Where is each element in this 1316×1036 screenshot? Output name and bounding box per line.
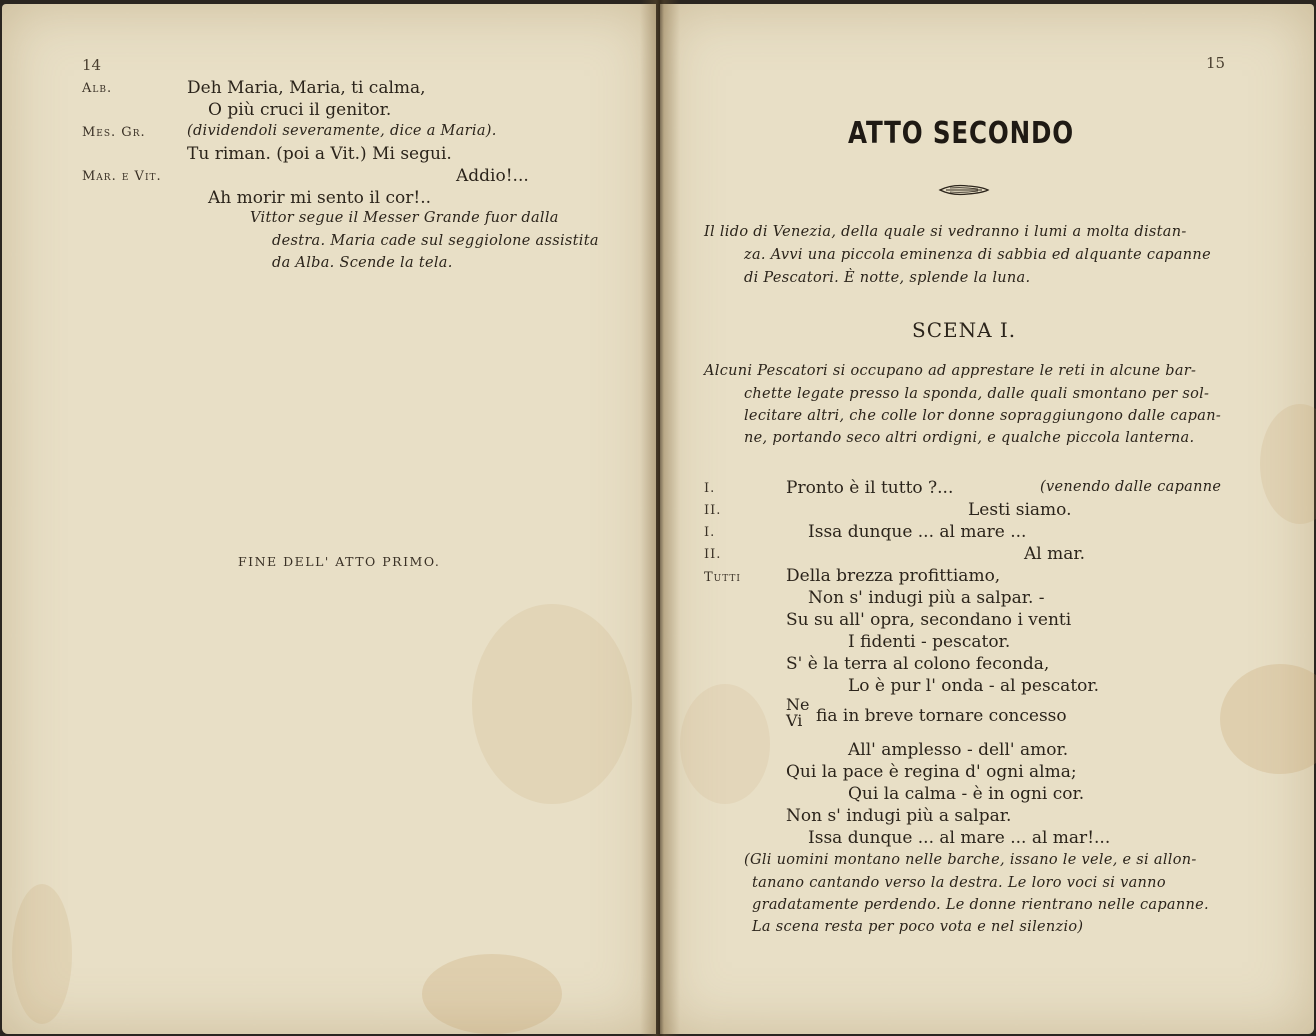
right-page-number: 15 <box>1206 54 1226 72</box>
verse-line: S' è la terra al colono feconda, <box>786 654 1050 674</box>
verse-line: Lo è pur l' onda - al pescator. <box>848 676 1100 696</box>
end-of-act-note: FINE DELL' ATTO PRIMO. <box>238 554 441 569</box>
verse-line: Addio!... <box>456 166 529 186</box>
speaker-label: II. <box>704 547 722 562</box>
setting-line: di Pescatori. È notte, splende la luna. <box>744 270 1031 286</box>
verse-line: Issa dunque ... al mare ... al mar!... <box>808 828 1111 848</box>
closing-direction-line: La scena resta per poco vota e nel silenzio) <box>752 919 1084 935</box>
stage-direction-inline: (venendo dalle capanne <box>1040 479 1222 495</box>
stage-direction-line: Vittor segue il Messer Grande fuor dalla <box>250 210 559 226</box>
verse-line: Non s' indugi più a salpar. - <box>808 588 1045 608</box>
verse-line: Della brezza profittiamo, <box>786 566 1001 586</box>
scroll-ornament-icon <box>938 182 990 201</box>
verse-line: fia in breve tornare concesso <box>816 706 1067 726</box>
verse-line: Su su all' opra, secondano i venti <box>786 610 1072 630</box>
closing-direction-line: gradatamente perdendo. Le donne rientrano nelle capanne. <box>752 897 1209 913</box>
stage-direction-line: da Alba. Scende la tela. <box>272 255 453 271</box>
speaker-label: I. <box>704 481 716 496</box>
verse-line: Deh Maria, Maria, ti calma, <box>187 78 426 98</box>
speaker-label: II. <box>704 503 722 518</box>
verse-line: All' amplesso - dell' amor. <box>848 740 1069 760</box>
act-title: ATTO SECONDO <box>848 116 1074 151</box>
verse-line: Non s' indugi più a salpar. <box>786 806 1012 826</box>
speaker-label: Mes. Gr. <box>82 125 146 140</box>
stage-direction-inline: (dividendoli severamente, dice a Maria). <box>187 123 497 139</box>
verse-variant-top: Ne <box>786 695 810 714</box>
scene-title: SCENA I. <box>912 318 1017 342</box>
verse-line: Tu riman. (poi a Vit.) Mi segui. <box>187 144 452 164</box>
speaker-label: I. <box>704 525 716 540</box>
verse-variant-bottom: Vi <box>786 711 803 730</box>
verse-line: O più cruci il genitor. <box>208 100 392 120</box>
scene-direction-line: lecitare altri, che colle lor donne sopraggiungono dalle capan- <box>744 408 1222 424</box>
right-page <box>660 4 1314 1034</box>
setting-line: za. Avvi una piccola eminenza di sabbia ed alquante capanne <box>744 247 1211 263</box>
verse-line: Ah morir mi sento il cor!.. <box>208 188 432 208</box>
scene-direction-line: Alcuni Pescatori si occupano ad apprestare le reti in alcune bar- <box>704 363 1197 379</box>
left-page-number: 14 <box>82 56 102 74</box>
verse-line: Pronto è il tutto ?... <box>786 478 954 498</box>
scene-direction-line: ne, portando seco altri ordigni, e qualche piccola lanterna. <box>744 430 1195 446</box>
speaker-label: Tutti <box>704 570 741 585</box>
speaker-label: Alb. <box>82 81 113 96</box>
speaker-label: Mar. e Vit. <box>82 169 162 184</box>
verse-line: I fidenti - pescator. <box>848 632 1011 652</box>
book-gutter <box>640 0 680 1036</box>
verse-line: Qui la pace è regina d' ogni alma; <box>786 762 1077 782</box>
stage-direction-line: destra. Maria cade sul seggiolone assistita <box>272 233 599 249</box>
setting-line: Il lido di Venezia, della quale si vedranno i lumi a molta distan- <box>704 224 1187 240</box>
closing-direction-line: (Gli uomini montano nelle barche, issano le vele, e si allon- <box>744 852 1197 868</box>
left-page <box>2 4 656 1034</box>
verse-line: Qui la calma - è in ogni cor. <box>848 784 1085 804</box>
verse-line: Lesti siamo. <box>968 500 1072 520</box>
verse-line: Al mar. <box>1024 544 1086 564</box>
scene-direction-line: chette legate presso la sponda, dalle quali smontano per sol- <box>744 386 1210 402</box>
closing-direction-line: tanano cantando verso la destra. Le loro voci si vanno <box>752 875 1166 891</box>
verse-line: Issa dunque ... al mare ... <box>808 522 1027 542</box>
